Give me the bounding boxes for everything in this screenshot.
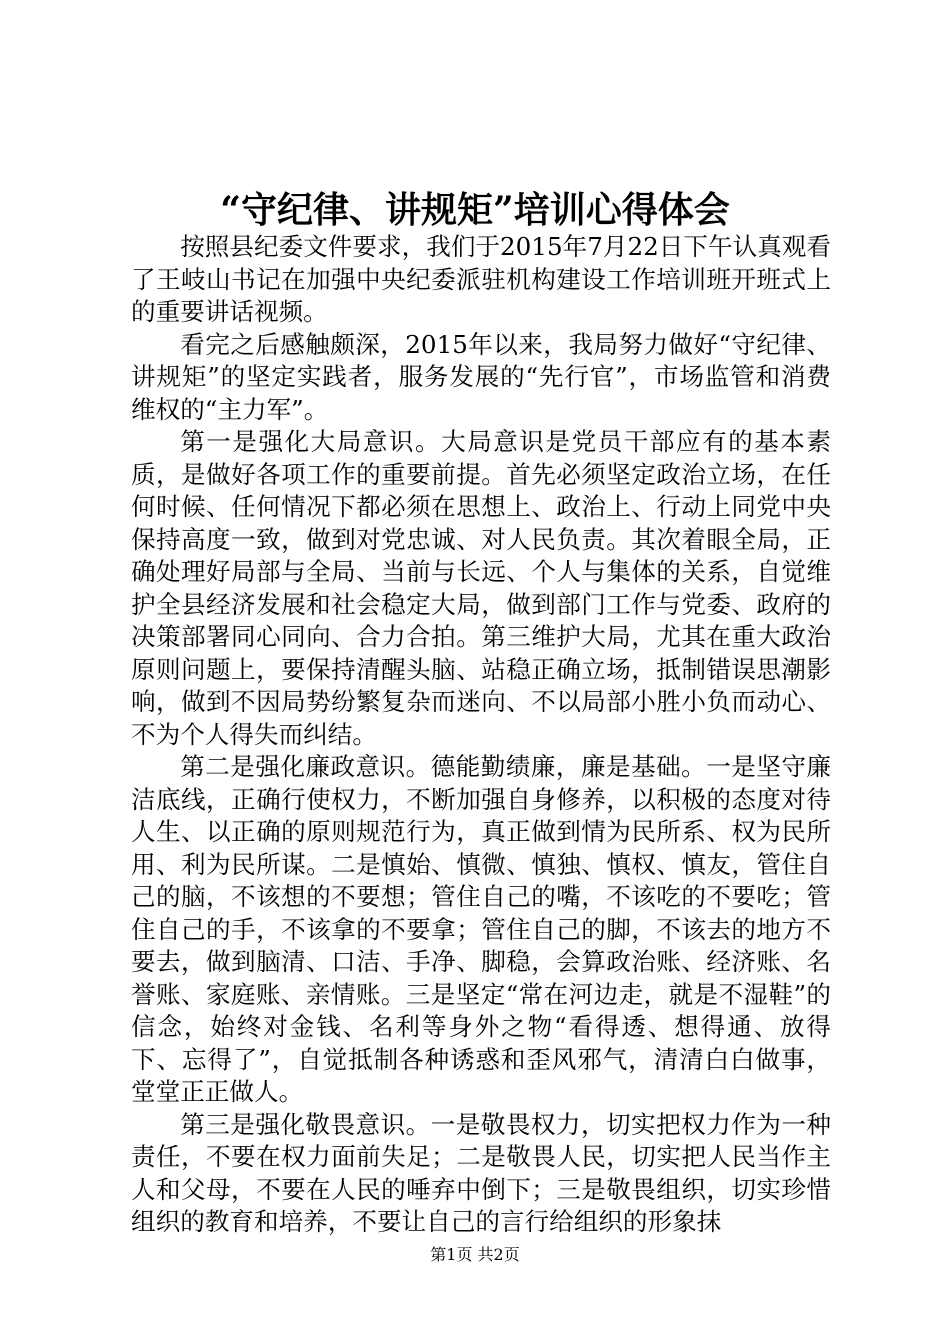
document-body: [131, 231, 831, 1239]
page-footer: 第1页 共2页: [430, 1245, 520, 1264]
paragraph: 第一是强化大局意识。大局意识是党员干部应有的基本素质，是做好各项工作的重要前提。首先必须坚定政治立场，在任何时候、任何情况下都必须在思想上、政治上、行动上同党中央保持高度一致，做到对党忠诚、对人民负责。其次着眼全局，正确处理好局部与全局、当前与长远、个人与集体的关系，自觉维护全县经济发展和社会稳定大局，做到部门工作与党委、政府的决策部署同心同向、合力合拍。第三维护大局，尤其在重大政治原则问题上，要保持清醒头脑、站稳正确立场，抵制错误思潮影响，做到不因局势纷繁复杂而迷向、不以局部小胜小负而动心、不为个人得失而纠结。: [131, 427, 831, 749]
paragraph: 第二是强化廉政意识。德能勤绩廉，廉是基础。一是坚守廉洁底线，正确行使权力，不断加强自身修养，以积极的态度对待人生、以正确的原则规范行为，真正做到情为民所系、权为民所用、利为民所谋。二是慎始、慎微、慎独、慎权、慎友，管住自己的脑，不该想的不要想；管住自己的嘴，不该吃的不要吃；管住自己的手，不该拿的不要拿；管住自己的脚，不该去的地方不要去，做到脑清、口洁、手净、脚稳，会算政治账、经济账、名誉账、家庭账、亲情账。三是坚定“常在河边走，就是不湿鞋”的信念，始终对金钱、名利等身外之物“看得透、想得通、放得下、忘得了”，自觉抵制各种诱惑和歪风邪气，清清白白做事，堂堂正正做人。: [131, 752, 831, 1106]
paragraph: 按照县纪委文件要求，我们于2015年7月22日下午认真观看了王岐山书记在加强中央纪委派驻机构建设工作培训班开班式上的重要讲话视频。: [131, 232, 831, 326]
paragraph: 第三是强化敬畏意识。一是敬畏权力，切实把权力作为一种责任，不要在权力面前失足；二是敬畏人民，切实把人民当作主人和父母，不要在人民的唾弃中倒下；三是敬畏组织，切实珍惜组织的教育和培养，不要让自己的言行给组织的形象抹: [131, 1109, 831, 1236]
document-title: “守纪律、讲规矩”培训心得体会: [220, 189, 730, 231]
paragraph: 看完之后感触颇深，2015年以来，我局努力做好“守纪律、讲规矩”的坚定实践者，服务发展的“先行官”，市场监管和消费维权的“主力军”。: [131, 329, 831, 424]
